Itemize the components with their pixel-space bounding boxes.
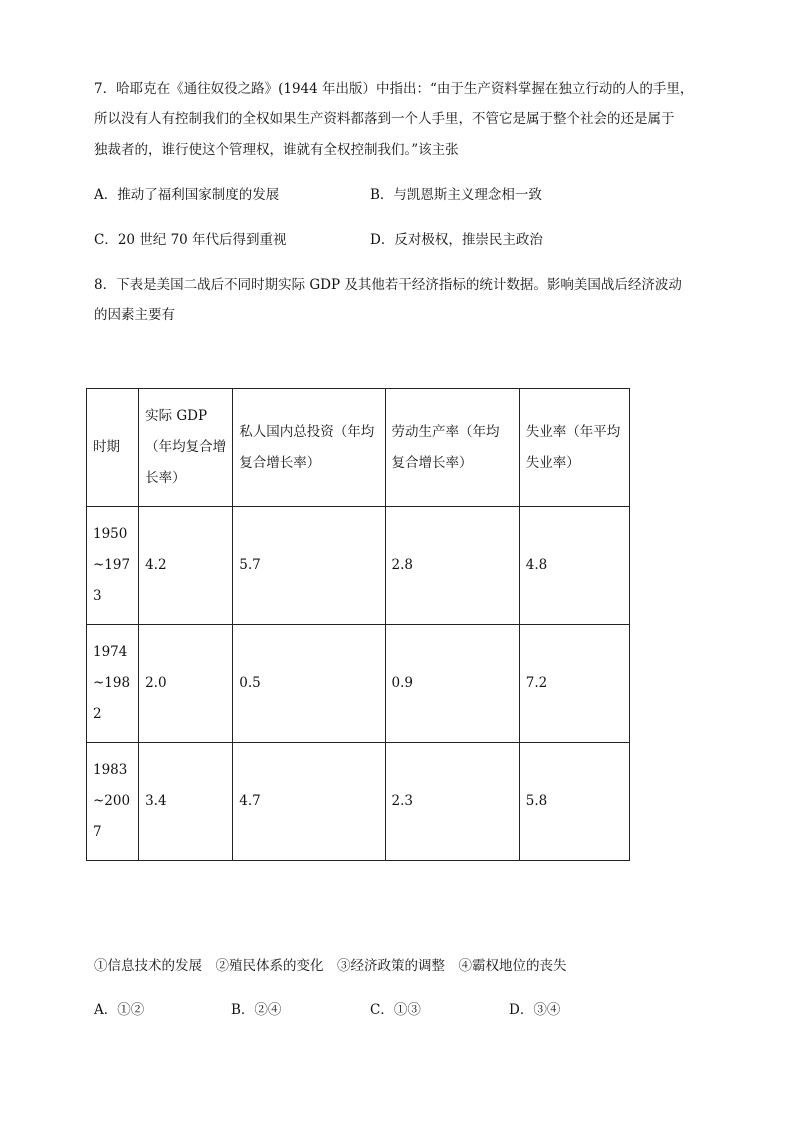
- unemployment-cell: 4.8: [519, 507, 629, 625]
- q8-option-b: B．②④: [231, 1002, 282, 1018]
- period-cell: 1974~1982: [87, 625, 139, 743]
- header-period: 时期: [87, 389, 139, 507]
- q8-stem-line-2: 的因素主要有: [94, 307, 175, 323]
- q7-stem-line-2: 所以没有人有控制我们的全权如果生产资料都落到一个人手里，不管它是属于整个社会的还是属于: [94, 111, 675, 127]
- header-labor-productivity: 劳动生产率（年均复合增长率）: [385, 389, 519, 507]
- period-cell: 1950~1973: [87, 507, 139, 625]
- q8-option-a: A．①②: [94, 1002, 145, 1018]
- gdp-cell: 2.0: [139, 625, 233, 743]
- investment-cell: 5.7: [233, 507, 385, 625]
- q8-stem-line-1: 8．下表是美国二战后不同时期实际 GDP 及其他若干经济指标的统计数据。影响美国战后经济波动: [94, 277, 682, 293]
- header-real-gdp: 实际 GDP（年均复合增长率）: [139, 389, 233, 507]
- q7-stem-line-3: 独裁者的，谁行使这个管理权，谁就有全权控制我们。”该主张: [94, 142, 459, 158]
- table-row: [87, 625, 630, 743]
- unemployment-cell: 5.8: [519, 743, 629, 861]
- productivity-cell: 2.8: [385, 507, 519, 625]
- table-row: [87, 507, 630, 625]
- q7-option-c: C．20 世纪 70 年代后得到重视: [94, 232, 287, 248]
- gdp-cell: 4.2: [139, 507, 233, 625]
- gdp-cell: 3.4: [139, 743, 233, 861]
- productivity-cell: 2.3: [385, 743, 519, 861]
- table-row: [87, 743, 630, 861]
- investment-cell: 4.7: [233, 743, 385, 861]
- productivity-cell: 0.9: [385, 625, 519, 743]
- investment-cell: 0.5: [233, 625, 385, 743]
- gdp-statistics-table: [86, 388, 630, 861]
- unemployment-cell: 7.2: [519, 625, 629, 743]
- q8-factors-list: ①信息技术的发展 ②殖民体系的变化 ③经济政策的调整 ④霸权地位的丧失: [94, 958, 567, 974]
- table-header-row: [87, 389, 630, 507]
- q8-option-c: C．①③: [370, 1002, 421, 1018]
- header-unemployment: 失业率（年平均失业率）: [519, 389, 629, 507]
- q7-stem-line-1: 7．哈耶克在《通往奴役之路》(1944 年出版）中指出：“由于生产资料掌握在独立行动的人的手里，: [94, 81, 694, 97]
- header-private-investment: 私人国内总投资（年均复合增长率）: [233, 389, 385, 507]
- q7-option-d: D．反对极权，推崇民主政治: [370, 232, 543, 248]
- q7-option-a: A．推动了福利国家制度的发展: [94, 187, 280, 203]
- period-cell: 1983~2007: [87, 743, 139, 861]
- q7-option-b: B．与凯恩斯主义理念相一致: [370, 187, 542, 203]
- q8-option-d: D．③④: [509, 1002, 561, 1018]
